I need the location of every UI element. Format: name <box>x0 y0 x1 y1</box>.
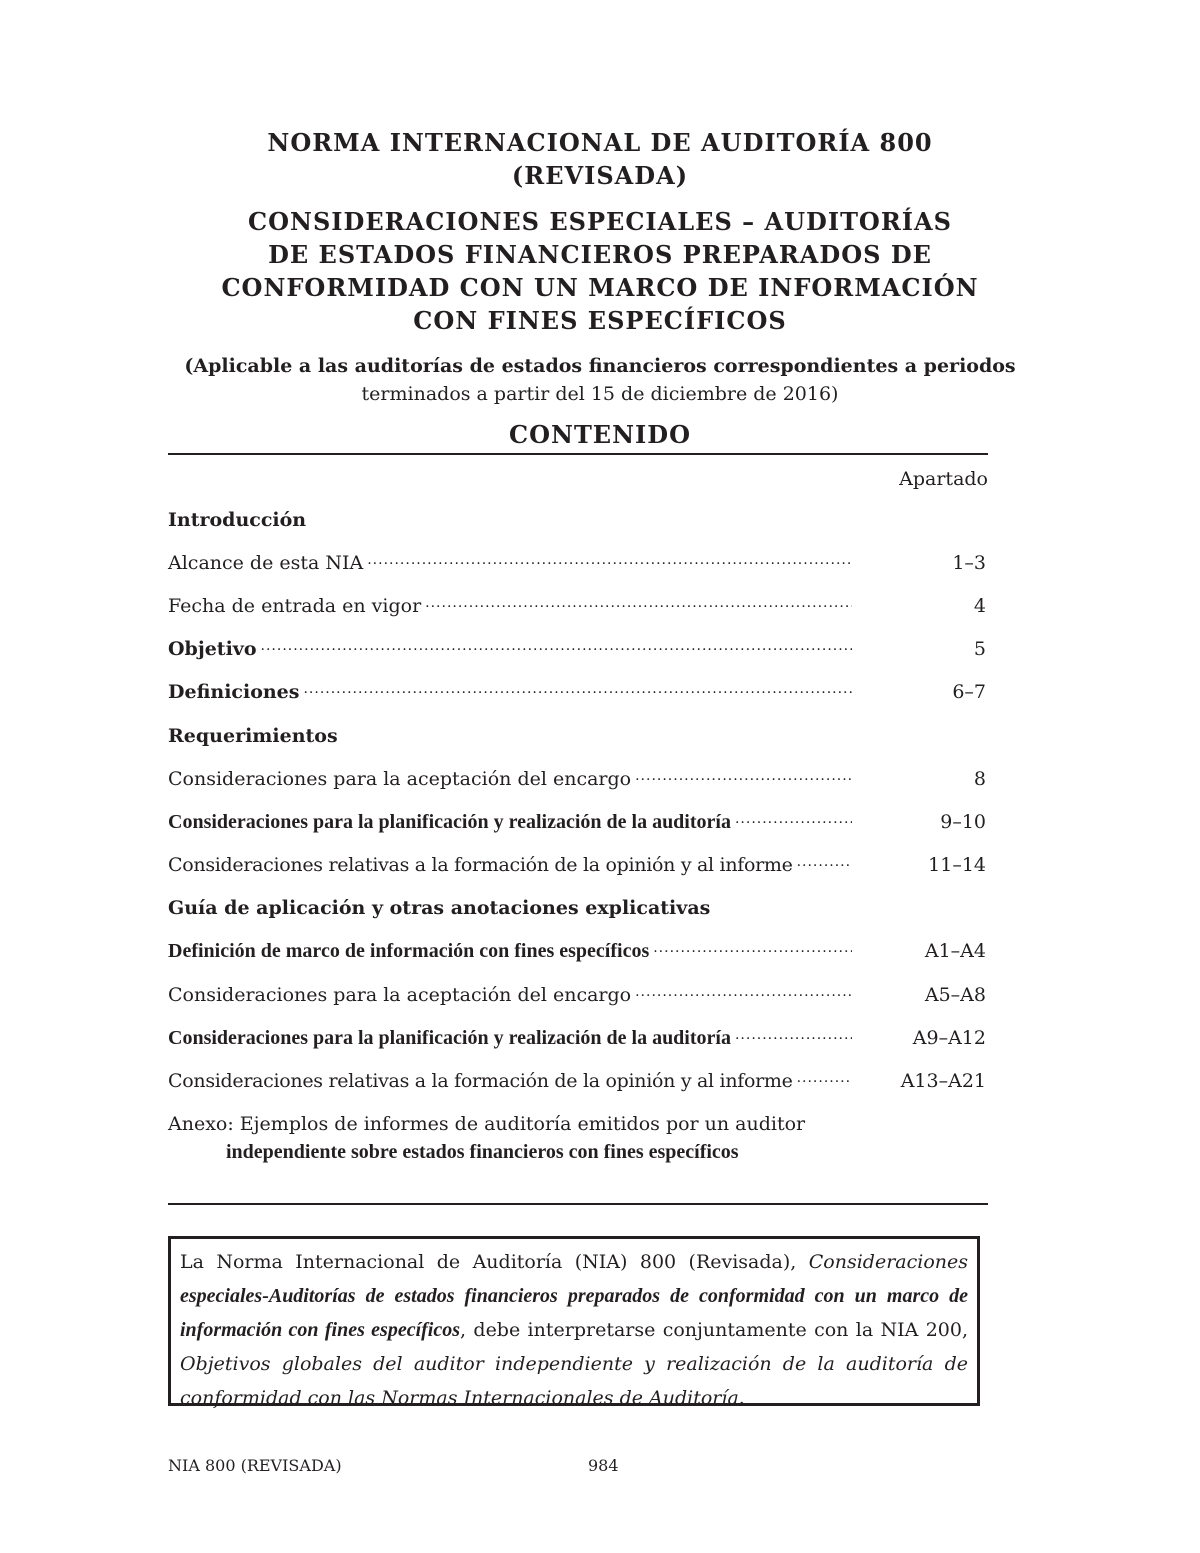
notice-text-5: Objetivos globales del auditor independiente y realización de la auditoría de conformidad con las Normas Internacionales de Auditoría <box>180 1353 968 1409</box>
toc-entry-ref: 5 <box>973 638 986 660</box>
toc-entry-label: Consideraciones para la planificación y realización de la auditoría <box>168 1027 731 1049</box>
leader-dots <box>797 854 852 876</box>
leader-dots <box>425 595 852 617</box>
toc-entry-ref: A9–A12 <box>912 1027 986 1049</box>
notice-text-4: , debe interpretarse conjuntamente con la NIA 200, <box>460 1319 968 1341</box>
toc-entry-label: Alcance de esta NIA <box>168 552 364 574</box>
toc-entry-ref: 4 <box>973 595 986 617</box>
leader-dots <box>303 681 852 703</box>
applicability-line-2: terminados a partir del 15 de diciembre de 2016) <box>361 383 839 405</box>
toc-column-header: Apartado <box>899 468 988 490</box>
toc-entry-label: Consideraciones relativas a la formación de la opinión y al informe <box>168 1070 793 1092</box>
subtitle-line-4: CON FINES ESPECÍFICOS <box>413 306 787 335</box>
toc-entry-label: Consideraciones para la aceptación del encargo <box>168 984 632 1006</box>
page-number: 984 <box>588 1456 619 1475</box>
leader-dots <box>261 638 852 660</box>
toc-entry-label: Fecha de entrada en vigor <box>168 595 422 617</box>
notice-text-2: Consideraciones <box>808 1251 968 1273</box>
toc-entry-ref: 8 <box>973 768 986 790</box>
toc-entry[interactable] <box>168 811 988 841</box>
toc-entry[interactable] <box>168 638 988 668</box>
toc-entry-ref: 9–10 <box>940 811 986 833</box>
toc-entry-ref: A5–A8 <box>924 984 986 1006</box>
toc-section-guidance: Guía de aplicación y otras anotaciones explicativas <box>168 897 711 919</box>
document-subtitle <box>0 205 1200 337</box>
toc-entry-ref: A13–A21 <box>900 1070 986 1092</box>
toc-entry[interactable] <box>168 984 988 1014</box>
subtitle-line-2: DE ESTADOS FINANCIEROS PREPARADOS DE <box>268 240 932 269</box>
toc-entry[interactable] <box>168 940 988 970</box>
subtitle-line-3: CONFORMIDAD CON UN MARCO DE INFORMACIÓN <box>221 273 979 302</box>
toc-entry-label: Consideraciones para la aceptación del encargo <box>168 768 632 790</box>
toc-entry[interactable] <box>168 768 988 798</box>
annex-line-2[interactable]: independiente sobre estados financieros con fines específicos <box>226 1141 739 1163</box>
divider-top <box>168 453 988 455</box>
toc-entry-label: Consideraciones relativas a la formación de la opinión y al informe <box>168 854 793 876</box>
toc-entry-ref: 1–3 <box>952 552 986 574</box>
toc-entry-ref: A1–A4 <box>924 940 986 962</box>
toc-section-requirements: Requerimientos <box>168 725 338 747</box>
notice-text-6: . <box>738 1387 745 1409</box>
leader-dots <box>735 811 852 834</box>
leader-dots <box>653 940 852 963</box>
leader-dots <box>635 984 852 1006</box>
toc-section-introduction: Introducción <box>168 509 307 531</box>
annex-line-1[interactable]: Anexo: Ejemplos de informes de auditoría emitidos por un auditor <box>168 1113 806 1135</box>
contents-heading: CONTENIDO <box>509 420 691 449</box>
leader-dots <box>735 1027 852 1050</box>
document-title <box>0 126 1200 192</box>
toc-entry[interactable] <box>168 1070 988 1100</box>
toc-entry-label: Definiciones <box>168 681 300 703</box>
toc-entry-ref: 11–14 <box>928 854 986 876</box>
subtitle-line-1: CONSIDERACIONES ESPECIALES – AUDITORÍAS <box>248 207 952 236</box>
toc-entry[interactable] <box>168 854 988 884</box>
interpretation-notice-box <box>168 1236 980 1409</box>
applicability-line-1: (Aplicable a las auditorías de estados financieros correspondientes a periodos <box>184 355 1016 377</box>
toc-entry[interactable] <box>168 552 988 582</box>
leader-dots <box>635 768 852 790</box>
notice-text-1: La Norma Internacional de Auditoría (NIA) 800 (Revisada), <box>180 1251 809 1273</box>
toc-entry[interactable] <box>168 595 988 625</box>
toc-entry-label: Definición de marco de información con fines específicos <box>168 940 650 962</box>
leader-dots <box>367 552 852 574</box>
toc-entry-ref: 6–7 <box>952 681 986 703</box>
leader-dots <box>797 1070 852 1092</box>
toc-entry-label: Objetivo <box>168 638 257 660</box>
footer-label: NIA 800 (REVISADA) <box>168 1456 342 1475</box>
divider-bottom <box>168 1203 988 1205</box>
toc-entry[interactable] <box>168 681 988 711</box>
title-line-2: (REVISADA) <box>511 161 689 190</box>
title-line-1: NORMA INTERNACIONAL DE AUDITORÍA 800 <box>267 128 933 157</box>
toc-entry[interactable] <box>168 1027 988 1057</box>
notice-text-3: especiales-Auditorías de estados financieros preparados de conformidad con un marco de información con fines específicos <box>180 1285 968 1341</box>
toc-entry-label: Consideraciones para la planificación y realización de la auditoría <box>168 811 731 833</box>
